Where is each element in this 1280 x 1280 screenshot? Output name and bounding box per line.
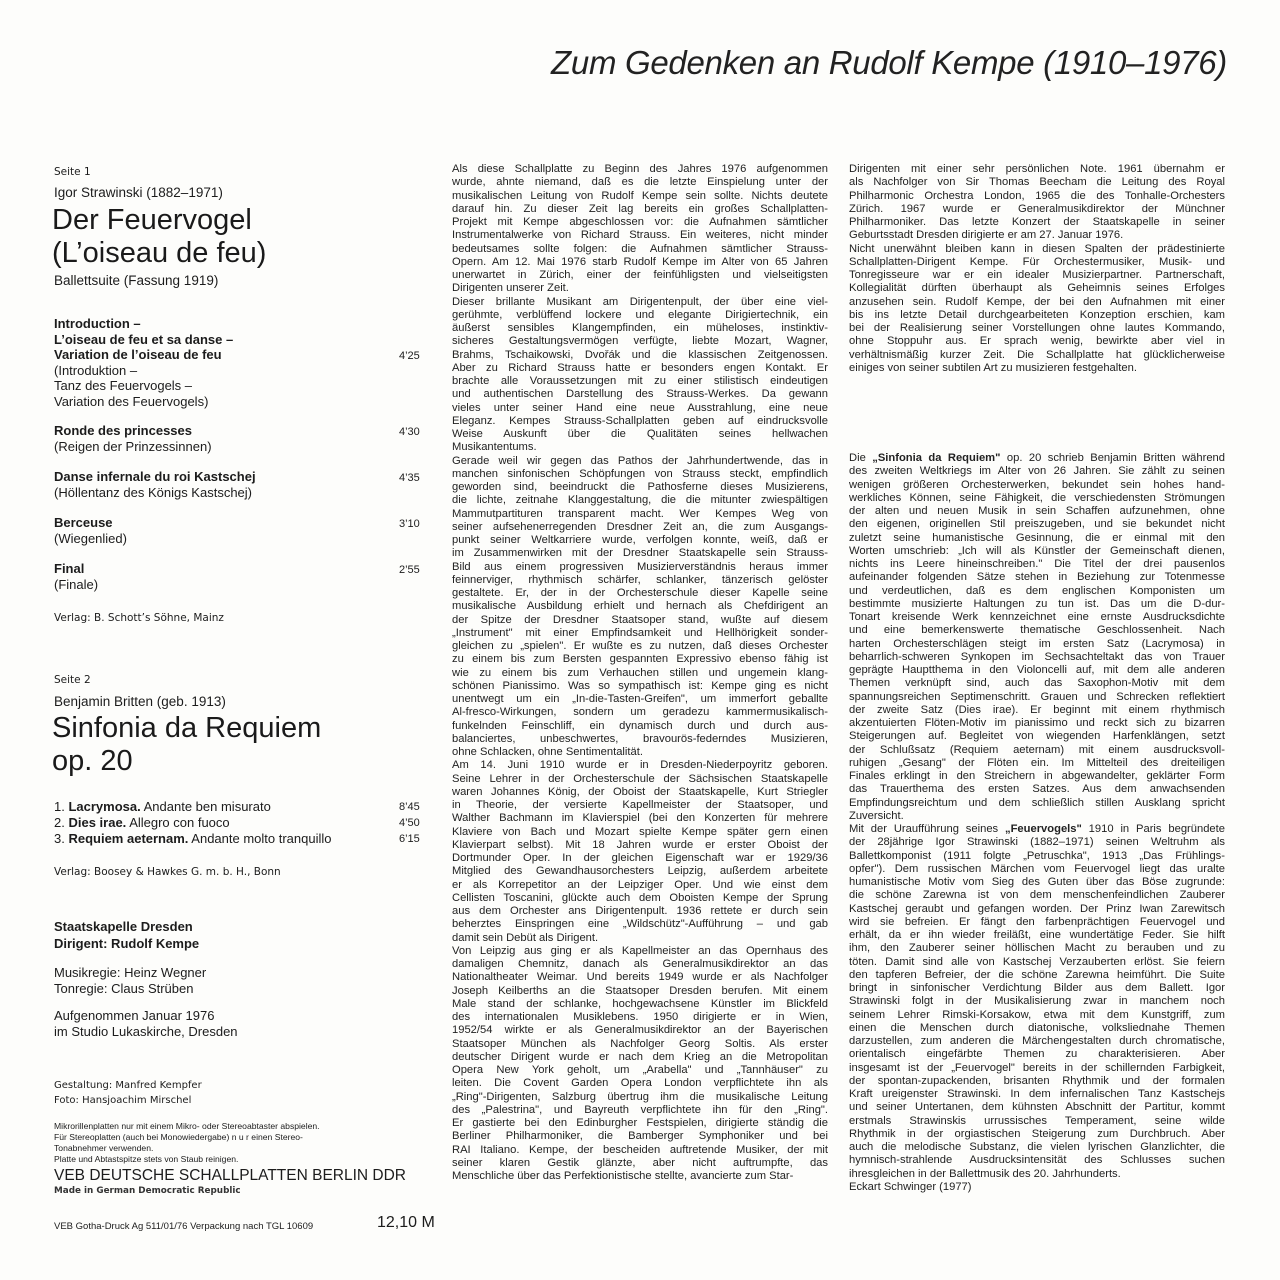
text-line: wenigen größeren Orchesterwerken, bekundet sein hohes hand- [849,478,1225,491]
track [54,831,424,847]
text-line: seinem Lehrer Rimski-Korsakow, etwa mit dem Kunstgriff, zum [849,1008,1225,1021]
text-line: ihm, den Zauberer seiner höllischen Macht zu berauben und zu [849,942,1225,955]
made-in: Made in German Democratic Republic [54,1186,241,1196]
track [54,561,424,592]
text-line: punkt seiner Weltkarriere wurde, verfolgen konnte, weiß, daß er [452,534,828,546]
text-line: RAI Italiano. Kempe, der bescheiden auftretende Musiker, der mit [452,1143,828,1156]
composer: Benjamin Britten (geb. 1913) [54,694,226,709]
text-line: im Zusammenwirken mit der Dresdner Staatskapelle sein Strauss- [452,547,828,560]
text-line: erhält, da er ihn wieder freiläßt, eine wundertätige Feder. Sie hilft [849,929,1225,941]
track-duration: 4’35 [399,472,420,484]
text-line: Dieser brillante Musikant am Dirigentenpult, der über eine viel- [452,295,828,308]
text-line: Kraft ureigenster Strawinski. In dem infernalischen Tanz Kastschejs [849,1088,1225,1100]
text-line: des zweiten Weltkriegs im Alter von 26 Jahren. Sie zählt zu seinen [849,465,1225,478]
text-line: Strawinski folgt in der Musikalisierung zwar in manchem noch [849,995,1225,1008]
text-line: zuletzt seine humanistische Gesinnung, die er einmal mit den [849,531,1225,544]
text-line: der Spitze der Dresdner Staatsoper stand, wußte auf diesem [452,613,828,626]
text-line: „Instrument" mit einer Empfindsamkeit und Hellhörigkeit sonder- [452,626,828,639]
text-line: der alten und neuen Musik in sein Schaffen aufzunehmen, ohne [849,505,1225,517]
text-line: unerwartet in Zürich, einer der feinfühligsten und vielseitigsten [452,269,828,281]
text-line: darauf hin. Zu dieser Zeit lag bereits ein großes Schallplatten- [452,202,828,215]
text-line: in Theorie, der versierte Kapellmeister der Staatsoper, und [452,799,828,811]
track-german-title: (Wiegenlied) [54,530,127,546]
text-line: geworden sind, beeindruckt die Pathosferne dieses Musizierens, [452,481,828,493]
track [54,469,424,500]
text-line: ohne Stoppuhr aus. Er sprach wenig, bewirkte aber viel in [849,335,1225,348]
text-line: Nationaltheater Weimar. Und bereits 1949 wurde er als Nachfolger [452,971,828,984]
text-line: funkelnden Feinschliff, ein dynamisch durch und durch aus- [452,719,828,732]
text-line: damaligen Chemnitz, danach als Generalmusikdirektor an das [452,958,828,970]
text-line: Brahms, Tschaikowski, Dvořák und die klassischen Zeitgenossen. [452,348,828,361]
notice-line: Platte und Abtastspitze stets von Staub reinigen. [54,1154,239,1164]
text-line: der 28jährige Igor Strawinski (1882–1971) seinen Weltruhm als [849,836,1225,849]
essay-paragraph [452,296,828,455]
text-line: musikalische Ausbildung erhielt und hernach als Chefdirigent an [452,600,828,613]
essay-paragraph [849,823,1225,1181]
track-title: Ronde des princesses [54,423,192,438]
track-german-title: Tanz des Feuervogels – [54,378,193,393]
text-line: der spontan-zupackenden, brisanten Rhythmik und der formalen [849,1074,1225,1087]
text-line: anzusehen sein. Rudolf Kempe, der bei den Aufnahmen mit einer [849,295,1225,308]
track [54,515,424,546]
text-line: bis ins letzte Detail durchgearbeiteten Konzeption erschien, kam [849,308,1225,321]
track-german-title: (Finale) [54,576,99,592]
text-line: Dortmunder Oper. In der gleichen Eigenschaft war er 1929/36 [452,852,828,864]
printer-info: VEB Gotha-Druck Ag 511/01/76 Verpackung nach TGL 10609 [54,1221,314,1232]
publisher: Verlag: B. Schott’s Söhne, Mainz [54,612,224,624]
essay-column-right-bottom [849,452,1225,1194]
text-line: balanciertes, unbeschwertes, bravourös-federndes Musizieren, [452,732,828,745]
text-line: Klaviere von Bach und Mozart spielte Kempe später gern einen [452,825,828,838]
text-line: Male stand der schlanke, hochgewachsene Künstler im Blickfeld [452,997,828,1010]
text-line: brachte alle Voraussetzungen mit zu einer stilistisch eindeutigen [452,375,828,387]
track-number: 2. [54,815,69,830]
text-line: Worten umschrieb: „Ich will als Künstler der Gemeinschaft dienen, [849,544,1225,557]
text-line: darzustellen, zum anderen die Märchengestalten durch chromatische, [849,1035,1225,1047]
text-line: sicheres Gestaltungsvermögen verfügte, liebte Mozart, Wagner, [452,335,828,348]
track [54,423,424,454]
track-title: Introduction – [54,316,141,331]
notice-line: Mikrorillenplatten nur mit einem Mikro- oder Stereoabtaster abspielen. [54,1121,320,1131]
work-subtitle: Ballettsuite (Fassung 1919) [54,273,219,288]
track-title: Berceuse [54,515,113,530]
text-line: seiner aufsehenerregenden Dresdner Zeit an, die zum Ausgangs- [452,520,828,533]
composer: Igor Strawinski (1882–1971) [54,185,223,200]
essay-paragraph [849,243,1225,376]
text-line: Die „Sinfonia da Requiem" op. 20 schrieb Benjamin Britten während [849,452,1225,464]
text-line: waren Johannes König, der Oboist der Staatskapelle, Kurt Striegler [452,785,828,798]
text-line: gleichen zu „spielen". Er wußte es zu nutzen, daß dieses Orchester [452,640,828,652]
track-title: Danse infernale du roi Kastschej [54,469,256,484]
photo-credit: Foto: Hansjoachim Mirschel [54,1095,192,1106]
text-line: erstmals Strawinskis urrussisches Temperament, seine wilde [849,1114,1225,1127]
text-line: Cellisten Toscanini, glückte auch dem Oboisten Kempe der Sprung [452,891,828,904]
text-line: Mitglied des Gewandhausorchesters Leipzig, außerdem arbeitete [452,865,828,878]
text-line: Schallplatten-Dirigent Kempe. Für Orchestermusiker, Musik- und [849,255,1225,268]
text-line: Zürich. 1967 wurde er Generalmusikdirektor der Münchner [849,202,1225,215]
text-line: „Ring"-Dirigenten, Salzburg übertrug ihm die musikalische Leitung [452,1090,828,1103]
text-line: auch die melodische Substanz, die vielen lyrischen Glanzlichter, die [849,1141,1225,1153]
text-line: Nicht unerwähnt bleiben kann in diesen Spalten der prädestinierte [849,242,1225,255]
text-line: bei der Realisierung seiner Vorstellungen ohne lautes Kommando, [849,322,1225,334]
text-line: ihresgleichen in der Ballettmusik des 20. Jahrhunderts. [849,1167,1121,1180]
text-line: bestimmte musizierte Haltungen zu tun ist. Das um die D-dur- [849,597,1225,610]
text-line: äußerst sensibles Klangempfinden, ein müheloses, instinktiv- [452,322,828,334]
text-line: bedeutsames sollte folgen: die Aufnahmen sämtlicher Strauss- [452,242,828,255]
essay-paragraph [849,163,1225,243]
text-line: Steigerungen auf. Begleitet von wiegenden Harfenklängen, setzt [849,730,1225,743]
text-line: Opern. Am 12. Mai 1976 starb Rudolf Kempe im Alter von 65 Jahren [452,255,828,268]
track [54,316,424,409]
track-duration: 4’50 [399,817,420,829]
track-duration: 4’25 [399,350,420,362]
price: 12,10 M [377,1214,435,1231]
work-title: Sinfonia da Requiem [52,712,322,744]
essay-column-right-top [849,163,1225,375]
text-line: Von Leipzig aus ging er als Kapellmeister an das Opernhaus des [452,944,828,957]
essay-paragraph [849,452,1225,823]
text-line: nichts ins Leere hineinschreiben." Die Titel der drei pausenlos [849,558,1225,570]
track-german-title: (Reigen der Prinzessinnen) [54,438,212,454]
emphasis: „Feuervogels" [1005,823,1082,835]
track-german-title: (Introduktion – [54,362,138,378]
text-line: ruhigen „Gesang" der Flöten ein. Im Mittelteil des dreiteiligen [849,756,1225,769]
text-line: Bild aus einem progressiven Musizierverständnis heraus immer [452,560,828,573]
text-line: zu einem bis zum Bersten gespannten Expressivo ebenso fähig ist [452,653,828,666]
track-number: 3. [54,831,69,846]
essay-paragraph [849,1181,1225,1194]
text-line: Philharmonic Orchestra London, 1965 die des Tonhalle-Orchesters [849,189,1225,202]
notice-line: Tonabnehmer verwenden. [54,1143,154,1153]
text-line: hymnisch-strahlende Ausdrucksintensität des Schlusses suchen [849,1154,1225,1167]
text-line: opfer"). Dem russischen Märchen vom Feuervogel liegt das uralte [849,862,1225,875]
text-line: des „Palestrina", und Bayreuth verpflichtete ihn für den „Ring". [452,1103,828,1116]
text-line: töten. Damit sind alle von Kastschej Verzauberten erlöst. Sie feiern [849,955,1225,968]
text-line: Eckart Schwinger (1977) [849,1180,972,1193]
playback-notice [54,1121,320,1165]
publisher: Verlag: Boosey & Hawkes G. m. b. H., Bonn [54,866,281,878]
text-line: unentwegt um ein „In-die-Tasten-Greifen", um immerfort geballte [452,693,828,705]
work-title: Der Feuervogel [52,204,252,236]
essay-paragraph [452,759,828,945]
track-title: Requiem aeternam. [68,831,189,846]
text-line: harten Orchesterschlägen steigt im ersten Satz (Lacrymosa) in [849,637,1225,650]
text-line: Al-fresco-Wirkungen, sondern um geradezu kammermusikalisch- [452,706,828,719]
text-line: Zuversicht. [849,809,904,822]
essay-paragraph [452,163,828,296]
text-line: Eleganz. Kempes Strauss-Schallplatten geben auf eindrucksvolle [452,414,828,427]
track-duration: 6’15 [399,833,420,845]
text-line: gerühmte, verblüffend lockere und elegante Dirigiertechnik, ein [452,308,828,321]
text-line: Klavierpart selbst). Mit 18 Jahren wurde er erster Oboist der [452,838,828,851]
text-line: Am 14. Juni 1910 wurde er in Dresden-Niederpoyritz geboren. [452,759,828,772]
track-title: Dies irae. [68,815,127,830]
text-line: gestaltete. Er, der in der Orchesterschule dieser Kapelle seine [452,587,828,599]
text-line: Weise Auskunft über die Qualitäten seines hellwachen [452,428,828,440]
text-line: Gerade weil wir gegen das Pathos der Jahrhundertwende, das in [452,454,828,467]
text-line: Walther Bachmann im Klavierspiel (bei den Konzerten für mehrere [452,812,828,825]
text-line: wird sie befreien. Er fängt den farbenprächtigen Feuervogel und [849,915,1225,928]
notice-line: Für Stereoplatten (auch bei Monowiedergabe) n u r einen Stereo- [54,1132,303,1142]
text-line: und eine bemerkenswerte thematische Geschlossenheit. Nach [849,624,1225,637]
text-line: musikalischen Leitung von Rudolf Kempe sein sollte. Nichts deutete [452,189,828,202]
text-line: aufeinander folgenden Sätze stehen in Beziehung zur Totenmesse [849,571,1225,584]
text-line: und seiner Untertanen, dem kühnsten Abschnitt der Partitur, kommt [849,1101,1225,1114]
record-label: VEB DEUTSCHE SCHALLPLATTEN BERLIN DDR [54,1167,406,1184]
text-line: einen die Menschen durch diatonische, volksliednahe Themen [849,1021,1225,1034]
recording-location: im Studio Lukaskirche, Dresden [54,1024,238,1039]
text-line: Kastschej geraubt und gefangen worden. Der Prinz Iwan Zarewitsch [849,902,1225,915]
track-duration: 4’30 [399,426,420,438]
text-line: Geburtsstadt Dresden dirigierte er am 27. Januar 1976. [849,229,1124,242]
design-credit: Gestaltung: Manfred Kempfer [54,1080,202,1091]
text-line: seiner klaren Gestik glänzte, aber nicht auftrumpfte, das [452,1156,828,1169]
text-line: der zweite Satz (Dies irae). Er beginnt mit einem rhythmisch [849,703,1225,716]
text-line: wie zu einem bis zum Verhauchen stillen und ungemein klang- [452,666,828,679]
text-line: geprägte Hauptthema in den Violoncelli auf, mit dem alle anderen [849,664,1225,676]
text-line: Instrumentalwerke von Richard Strauss. Ein weiteres, nicht minder [452,229,828,242]
text-line: bringt in sinfonischer Verdichtung Bilder aus dem Ballett. Igor [849,982,1225,994]
text-line: deutscher Dirigent wurde er nach dem Krieg an die Metropolitan [452,1050,828,1063]
text-line: verhältnismäßig kurzer Zeit. Die Schallplatte hat glücklicherweise [849,348,1225,361]
emphasis: „Sinfonia da Requiem" [872,452,1001,464]
text-line: spannungsreichen Septimenschritt. Grauen und Schrecken reflektiert [849,690,1225,703]
text-line: Rhythmik in der orgiastischen Steigerung zum Durchbruch. Aber [849,1127,1225,1140]
text-line: und authentischen Darstellung des Strauss-Werkes. Da gewann [452,388,828,401]
text-line: die schöne Zarewna ist von dem menschenfeindlichen Zauberer [849,889,1225,902]
track-title: Lacrymosa. [68,799,141,814]
text-line: feinnerviger, rhythmisch schärfer, schlanker, tänzerisch gelöster [452,573,828,586]
text-line: der Schlußsatz (Requiem aeternam) mit einem ausdrucksvoll- [849,743,1225,756]
conductor: Dirigent: Rudolf Kempe [54,936,200,951]
text-line: den tapferen Befreier, der die schöne Zarewna heimführt. Die Suite [849,968,1225,981]
essay-column-middle [452,163,828,1183]
text-line: Staatsoper München als Nachfolger Georg Soltis. Als erster [452,1037,828,1050]
text-line: leiten. Die Covent Garden Opera London verpflichtete ihn als [452,1077,828,1090]
text-line: Kollegialität dürften überhaupt als Geheimnis seines Erfolges [849,282,1225,295]
music-director: Musikregie: Heinz Wegner [54,965,207,980]
text-line: Dirigenten unserer Zeit. [452,282,569,295]
text-line: humanistische Motiv vom Sieg des Guten über das Böse zugrunde: [849,876,1225,888]
text-line: manchen sinfonischen Schöpfungen von Strauss steckt, empfindlich [452,467,828,480]
text-line: beharrlich-schweren Synkopen im Sechsachteltakt das von Trauer [849,650,1225,663]
text-line: und verdeutlichen, daß es dem englischen Komponisten um [849,584,1225,597]
text-line: aus dem Orchester ans Dirigentenpult. 1936 rettete er durch sein [452,905,828,917]
text-line: das Trauerthema des ersten Satzes. Aus dem anwachsenden [849,783,1225,796]
track [54,815,424,831]
text-line: Philharmoniker. Das letzte Konzert der Staatskapelle in seiner [849,216,1225,228]
text-line: wurde, ahnte niemand, daß es die letzte Einspielung unter der [452,176,828,189]
text-line: vieles unter seiner Hand eine neue Ausstrahlung, eine neue [452,401,828,414]
text-line: ohne Schlacken, ohne Sentimentalität. [452,746,643,758]
text-line: den eigenen, originellen Stil preiszugeben, und sie bekundet nicht [849,518,1225,531]
track-german-title: Variation des Feuervogels) [54,393,209,409]
text-line: Mit der Uraufführung seines „Feuervogels" 1910 in Paris begründete [849,823,1225,835]
text-line: Berliner Philharmoniker, die Bamberger Symphoniker und bei [452,1130,828,1143]
recording-date: Aufgenommen Januar 1976 [54,1008,215,1023]
sound-director: Tonregie: Claus Strüben [54,981,194,996]
orchestra: Staatskapelle Dresden [54,919,193,934]
track-duration: 8’45 [399,801,420,813]
track-title: Final [54,561,85,576]
text-line: Menschliche über das Perfektionistische stellte, avancierte zum Star- [452,1170,794,1182]
track-german-title: (Höllentanz des Königs Kastschej) [54,484,252,500]
text-line: Dirigenten mit einer sehr persönlichen Note. 1961 übernahm er [849,163,1225,175]
text-line: einiges von seiner subtilen Art zu musizieren festgehalten. [849,361,1137,374]
text-line: des internationalen Musiklebens. 1950 dirigierte er in Wien, [452,1011,828,1023]
essay-paragraph [452,945,828,1184]
text-line: Seine Lehrer in der Orchesterschule der Sächsischen Staatskapelle [452,772,828,785]
text-line: orientalisch eingefärbte Themen zu charakterisieren. Aber [849,1048,1225,1061]
text-line: Joseph Keilberths an die Staatsoper Dresden berufen. Mit einem [452,984,828,997]
essay-paragraph [452,455,828,760]
track-number: 1. [54,799,69,814]
side-label: Seite 1 [54,166,91,178]
text-line: Tonart kreisende Werk kennzeichnet eine ernste Ausdrucksdichte [849,611,1225,623]
text-line: damit sein Debüt als Dirigent. [452,931,599,944]
track-title: L’oiseau de feu et sa danse – [54,331,234,347]
side-label: Seite 2 [54,674,91,686]
text-line: Tonregisseure war er ein idealer Musizierpartner. Partnerschaft, [849,269,1225,281]
text-line: Finales erklingt in den Streichern in abgewandelter, geklärter Form [849,770,1225,782]
text-line: akzentuierten Flöten-Motiv im pianissimo und reckt sich zu bizarren [849,717,1225,729]
text-line: werkliches Können, seine Fähigkeit, die verschiedensten Strömungen [849,491,1225,504]
text-line: Mammutpartituren transparent macht. Wer Kempes Weg von [452,507,828,520]
text-line: Opera New York geholt, um „Arabella" und „Tannhäuser" zu [452,1064,828,1076]
text-line: Empfindungsreichtum und dem schließlich stillen Ausklang spricht [849,796,1225,809]
text-line: Themen verknüpft sind, auch das Saxophon-Motiv mit dem [849,677,1225,690]
text-line: er als Korrepetitor an der Leipziger Oper. Und wie einst dem [452,878,828,891]
text-line: Als diese Schallplatte zu Beginn des Jahres 1976 aufgenommen [452,163,828,175]
text-line: Er gastierte bei den Edinburgher Festspielen, dirigierte ständig die [452,1117,828,1129]
text-line: Aber zu Richard Strauss hatte er besonders engen Kontakt. Er [452,361,828,374]
text-line: insgesamt ist der „Feuervogel" bereits in der schillernden Farbigkeit, [849,1061,1225,1074]
track-tempo: Andante ben misurato [140,799,271,814]
track-title: Variation de l’oiseau de feu [54,347,222,362]
work-opus: op. 20 [52,745,133,777]
track [54,799,424,815]
track-tempo: Allegro con fuoco [126,815,230,830]
track-tempo: Andante molto tranquillo [188,831,332,846]
text-line: beherztes Einspringen eine „Wildschütz"-Aufführung – und gab [452,918,828,931]
page-title: Zum Gedenken an Rudolf Kempe (1910–1976) [551,44,1227,81]
track-duration: 3’10 [399,518,420,530]
text-line: als Nachfolger von Sir Thomas Beecham die Leitung des Royal [849,176,1225,189]
work-title-french: (L’oiseau de feu) [52,237,267,269]
track-duration: 2’55 [399,564,420,576]
text-line: 1952/54 wirkte er als Generalmusikdirektor an der Bayerischen [452,1024,828,1037]
text-line: Musikantentums. [452,441,537,454]
text-line: Ballettkomponist (1911 folgte „Petruschka", 1913 „Das Frühlings- [849,849,1225,862]
text-line: die lichte, zeitnahe Klanggestaltung, die die mitunter zwiespältigen [452,494,828,507]
text-line: schönen Pianissimo. Was so sympathisch ist: Kempe ging es nicht [452,679,828,692]
text-line: Projekt mit Kempe abgeschlossen vor: die Aufnahmen sämtlicher [452,216,828,228]
